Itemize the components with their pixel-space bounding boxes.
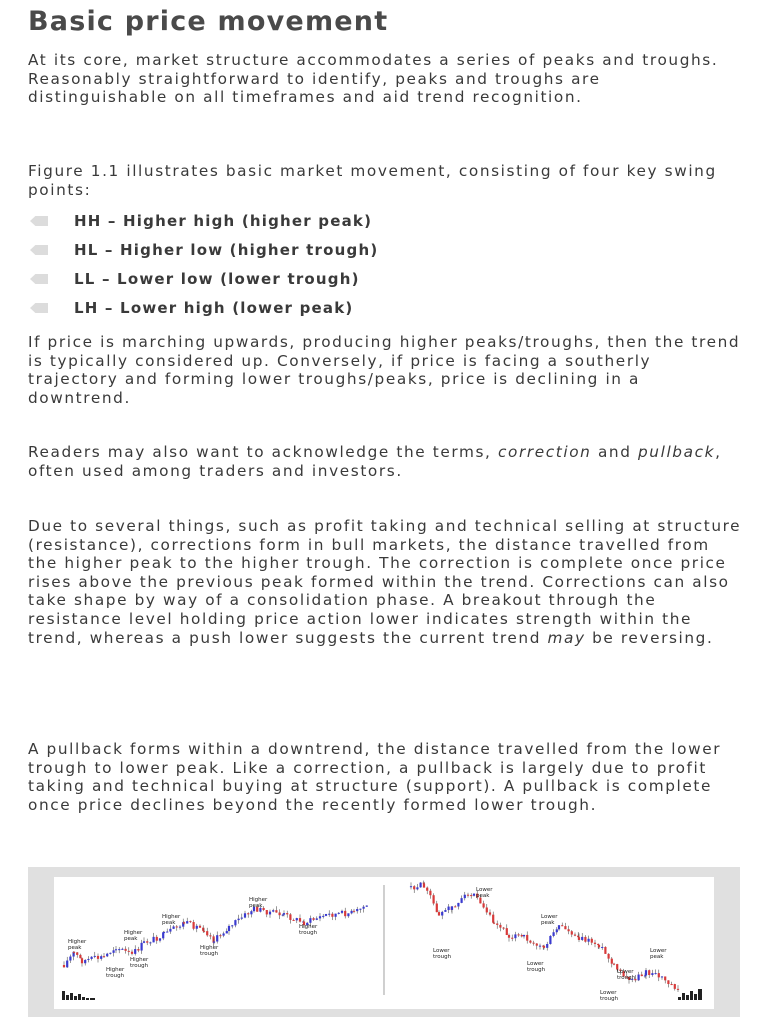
up-label: Higher peak (249, 897, 268, 909)
bullet-icon (30, 274, 48, 284)
down-label: Lower trough (617, 969, 636, 981)
list-item-label: HL – Higher low (higher trough) (74, 241, 379, 259)
volume-icon-right (678, 989, 702, 1000)
pullback-paragraph: A pullback forms within a downtrend, the distance travelled from the lower trough to lower peak. Like a correction, a pullback is largely due to profit taking and technical buying at structure (support). A pullback is complete once price declines beyond the recently formed lower trough. (28, 740, 722, 814)
figure-svg (54, 877, 714, 1009)
terms-paragraph: Readers may also want to acknowledge the terms, correction and pullback, often used among traders and investors. (28, 443, 722, 480)
down-label: Lower trough (433, 948, 452, 960)
figure-reference-paragraph: Figure 1.1 illustrates basic market movement, consisting of four key swing points: (28, 162, 717, 199)
term-correction: correction (498, 443, 592, 461)
uptrend-candles (63, 905, 368, 968)
downtrend-labels (433, 887, 667, 1002)
up-label: Higher peak (162, 914, 181, 926)
list-item (28, 297, 728, 326)
list-item-label: LH – Lower high (lower peak) (74, 299, 354, 317)
volume-icon-left (62, 991, 95, 1000)
trend-paragraph: If price is marching upwards, producing higher peaks/troughs, then the trend is typically considered up. Conversely, if price is facing a southerly trajectory and forming lower troughs/peaks, price is declining in a downtrend. (28, 333, 741, 407)
list-item (28, 268, 728, 297)
down-label: Lower peak (541, 914, 558, 926)
up-label: Higher peak (124, 930, 143, 942)
down-label: Lower trough (527, 961, 546, 973)
list-item-label: HH – Higher high (higher peak) (74, 212, 373, 230)
list-item (28, 239, 728, 268)
bullet-icon (30, 216, 48, 226)
bullet-icon (30, 245, 48, 255)
figure-frame (28, 867, 740, 1017)
swing-points-list (28, 210, 728, 326)
section-heading: Basic price movement (28, 6, 389, 37)
up-label: Higher peak (68, 939, 87, 951)
bullet-icon (30, 303, 48, 313)
figure-1-1 (54, 877, 714, 1009)
down-label: Lower peak (650, 948, 667, 960)
up-label: Higher trough (106, 967, 125, 979)
downtrend-candles (410, 881, 679, 992)
up-label: Higher trough (130, 957, 149, 969)
down-label: Lower trough (600, 990, 619, 1002)
down-label: Lower peak (476, 887, 493, 899)
emphasis-may: may (547, 628, 586, 647)
term-pullback: pullback (638, 443, 716, 461)
up-label: Higher trough (299, 924, 318, 936)
uptrend-labels (68, 897, 318, 979)
intro-paragraph: At its core, market structure accommodates a series of peaks and troughs. Reasonably straightforward to identify, peaks and troughs are distinguishable on all timeframes and aid trend recognition. (28, 51, 719, 107)
list-item-label: LL – Lower low (lower trough) (74, 270, 360, 288)
up-label: Higher trough (200, 945, 219, 957)
correction-paragraph: Due to several things, such as profit taking and technical selling at structure (resistance), corrections form in bull markets, the distance travelled from the higher peak to the higher trough. The correction is complete once price rises above the previous peak formed within the trend. Corrections can also take shape by way of a consolidation phase. A breakout through the resistance level holding price action lower indicates strength within the trend, whereas a push lower suggests the current trend may be reversing. (28, 517, 742, 647)
list-item (28, 210, 728, 239)
